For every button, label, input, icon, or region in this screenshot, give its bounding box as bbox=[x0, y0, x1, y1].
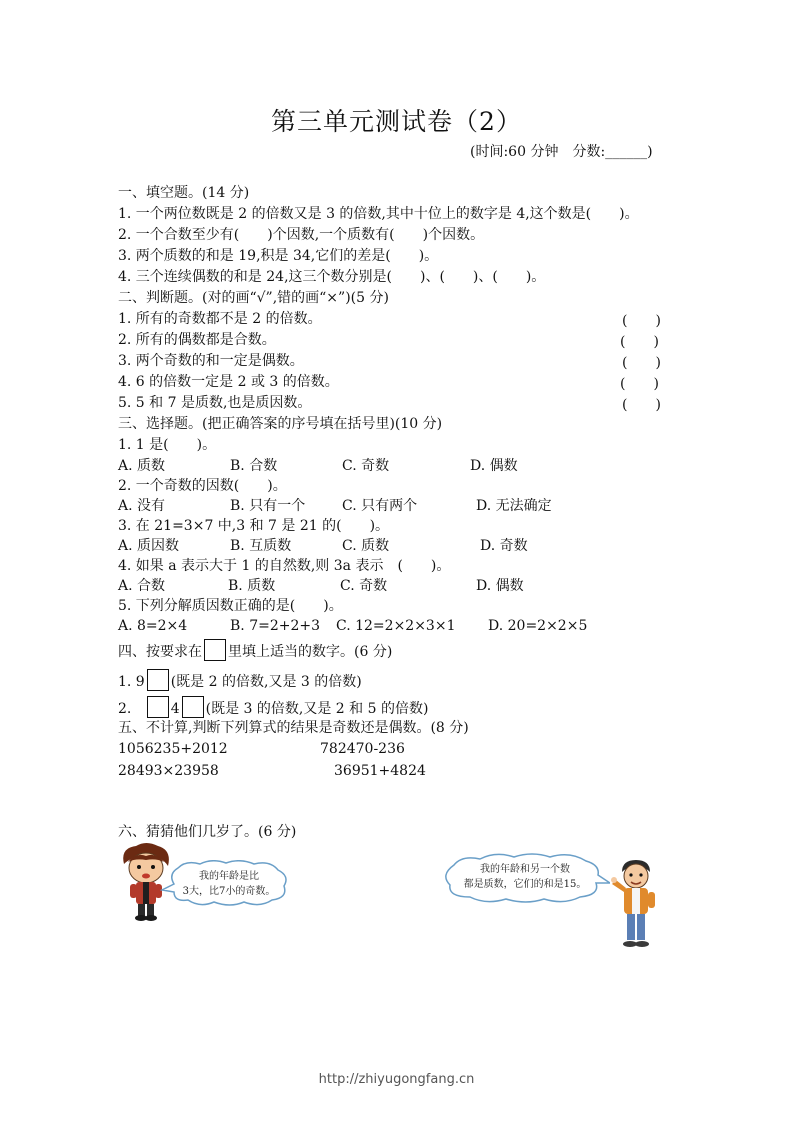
option-c: C. 12=2×2×3×1 bbox=[336, 618, 456, 634]
option-d: D. 20=2×2×5 bbox=[488, 618, 588, 634]
choice-q2-options bbox=[118, 497, 678, 515]
choice-q3: 3. 在 21=3×7 中,3 和 7 是 21 的( )。 bbox=[118, 518, 390, 534]
option-c: C. 奇数 bbox=[342, 458, 390, 474]
judge-item-4: 4. 6 的倍数一定是 2 或 3 的倍数。 bbox=[118, 374, 339, 390]
judge-answer-paren-1: ( ) bbox=[622, 313, 661, 329]
bubble-left-line-2: 3大，比7小的奇数。 bbox=[182, 886, 276, 897]
section1-q3: 3. 两个质数的和是 19,积是 34,它们的差是( )。 bbox=[118, 248, 439, 264]
option-d: D. 无法确定 bbox=[476, 498, 552, 514]
option-d: D. 奇数 bbox=[480, 538, 528, 554]
bubble-left-text bbox=[176, 869, 282, 899]
judge-answer-paren-3: ( ) bbox=[622, 355, 661, 371]
judge-item-2: 2. 所有的偶数都是合数。 bbox=[118, 332, 276, 348]
section6-heading: 六、猜猜他们几岁了。(6 分) bbox=[118, 824, 297, 840]
fill-box-q1-pre: 1. 9 bbox=[118, 674, 145, 690]
option-b: B. 合数 bbox=[230, 458, 278, 474]
fill-box-q2-post: (既是 3 的倍数,又是 2 和 5 的倍数) bbox=[205, 701, 429, 717]
fill-box-q2 bbox=[118, 696, 428, 718]
time-score-line: (时间:60 分钟 分数:______) bbox=[470, 144, 653, 160]
option-a: A. 质因数 bbox=[118, 538, 180, 554]
option-b: B. 7=2+2+3 bbox=[230, 618, 321, 634]
expression-2: 782470-236 bbox=[320, 741, 405, 757]
option-b: B. 互质数 bbox=[230, 538, 292, 554]
choice-q3-options bbox=[118, 537, 678, 555]
choice-q1-options bbox=[118, 457, 678, 475]
answer-box-sample bbox=[204, 639, 226, 661]
footer-url: http://zhiyugongfang.cn bbox=[318, 1072, 475, 1087]
bubble-right-line-2: 都是质数，它们的和是15。 bbox=[463, 879, 587, 890]
choice-q5: 5. 下列分解质因数正确的是( )。 bbox=[118, 598, 343, 614]
section1-q2: 2. 一个合数至少有( )个因数,一个质数有( )个因数。 bbox=[118, 227, 485, 243]
option-a: A. 质数 bbox=[118, 458, 166, 474]
section3-heading: 三、选择题。(把正确答案的序号填在括号里)(10 分) bbox=[118, 416, 443, 432]
judge-item-5: 5. 5 和 7 是质数,也是质因数。 bbox=[118, 395, 312, 411]
bubble-right-text bbox=[450, 862, 600, 892]
choice-q4: 4. 如果 a 表示大于 1 的自然数,则 3a 表示 ( )。 bbox=[118, 558, 451, 574]
choice-q2: 2. 一个奇数的因数( )。 bbox=[118, 478, 287, 494]
judge-answer-paren-4: ( ) bbox=[620, 376, 659, 392]
answer-box[interactable] bbox=[147, 669, 169, 691]
fill-box-q2-mid: 4 bbox=[170, 701, 180, 717]
option-b: B. 质数 bbox=[228, 578, 276, 594]
section1-q4: 4. 三个连续偶数的和是 24,这三个数分别是( )、( )、( )。 bbox=[118, 269, 546, 285]
judge-answer-paren-5: ( ) bbox=[622, 397, 661, 413]
option-c: C. 奇数 bbox=[340, 578, 388, 594]
section4-heading-post: 里填上适当的数字。(6 分) bbox=[228, 644, 393, 660]
option-d: D. 偶数 bbox=[470, 458, 518, 474]
option-d: D. 偶数 bbox=[476, 578, 524, 594]
section1-heading: 一、填空题。(14 分) bbox=[118, 185, 250, 201]
bubble-left-line-1: 我的年龄是比 bbox=[199, 871, 259, 882]
option-a: A. 没有 bbox=[118, 498, 166, 514]
judge-answer-paren-2: ( ) bbox=[620, 334, 659, 350]
boy-right-illustration bbox=[608, 858, 664, 950]
answer-box[interactable] bbox=[182, 696, 204, 718]
bubble-right-line-1: 我的年龄和另一个数 bbox=[480, 864, 570, 875]
choice-q5-options bbox=[118, 617, 678, 635]
section4-heading bbox=[118, 639, 392, 661]
section4-heading-pre: 四、按要求在 bbox=[118, 644, 202, 660]
section1-q1: 1. 一个两位数既是 2 的倍数又是 3 的倍数,其中十位上的数字是 4,这个数是( )。 bbox=[118, 206, 639, 222]
option-c: C. 只有两个 bbox=[342, 498, 418, 514]
section2-heading: 二、判断题。(对的画“√”,错的画“×”)(5 分) bbox=[118, 290, 389, 306]
fill-box-q1-post: (既是 2 的倍数,又是 3 的倍数) bbox=[170, 674, 362, 690]
option-a: A. 8=2×4 bbox=[118, 618, 188, 634]
expression-3: 28493×23958 bbox=[118, 763, 219, 779]
judge-item-1: 1. 所有的奇数都不是 2 的倍数。 bbox=[118, 311, 322, 327]
section5-heading: 五、不计算,判断下列算式的结果是奇数还是偶数。(8 分) bbox=[118, 720, 469, 736]
option-b: B. 只有一个 bbox=[230, 498, 306, 514]
fill-box-q2-pre: 2. bbox=[118, 701, 132, 717]
expression-4: 36951+4824 bbox=[334, 763, 426, 779]
fill-box-q1 bbox=[118, 669, 362, 691]
answer-box[interactable] bbox=[147, 696, 169, 718]
choice-q1: 1. 1 是( )。 bbox=[118, 437, 217, 453]
expression-1: 1056235+2012 bbox=[118, 741, 228, 757]
option-c: C. 质数 bbox=[342, 538, 390, 554]
choice-q4-options bbox=[118, 577, 678, 595]
judge-item-3: 3. 两个奇数的和一定是偶数。 bbox=[118, 353, 304, 369]
page-title: 第三单元测试卷（2） bbox=[271, 107, 522, 136]
option-a: A. 合数 bbox=[118, 578, 166, 594]
